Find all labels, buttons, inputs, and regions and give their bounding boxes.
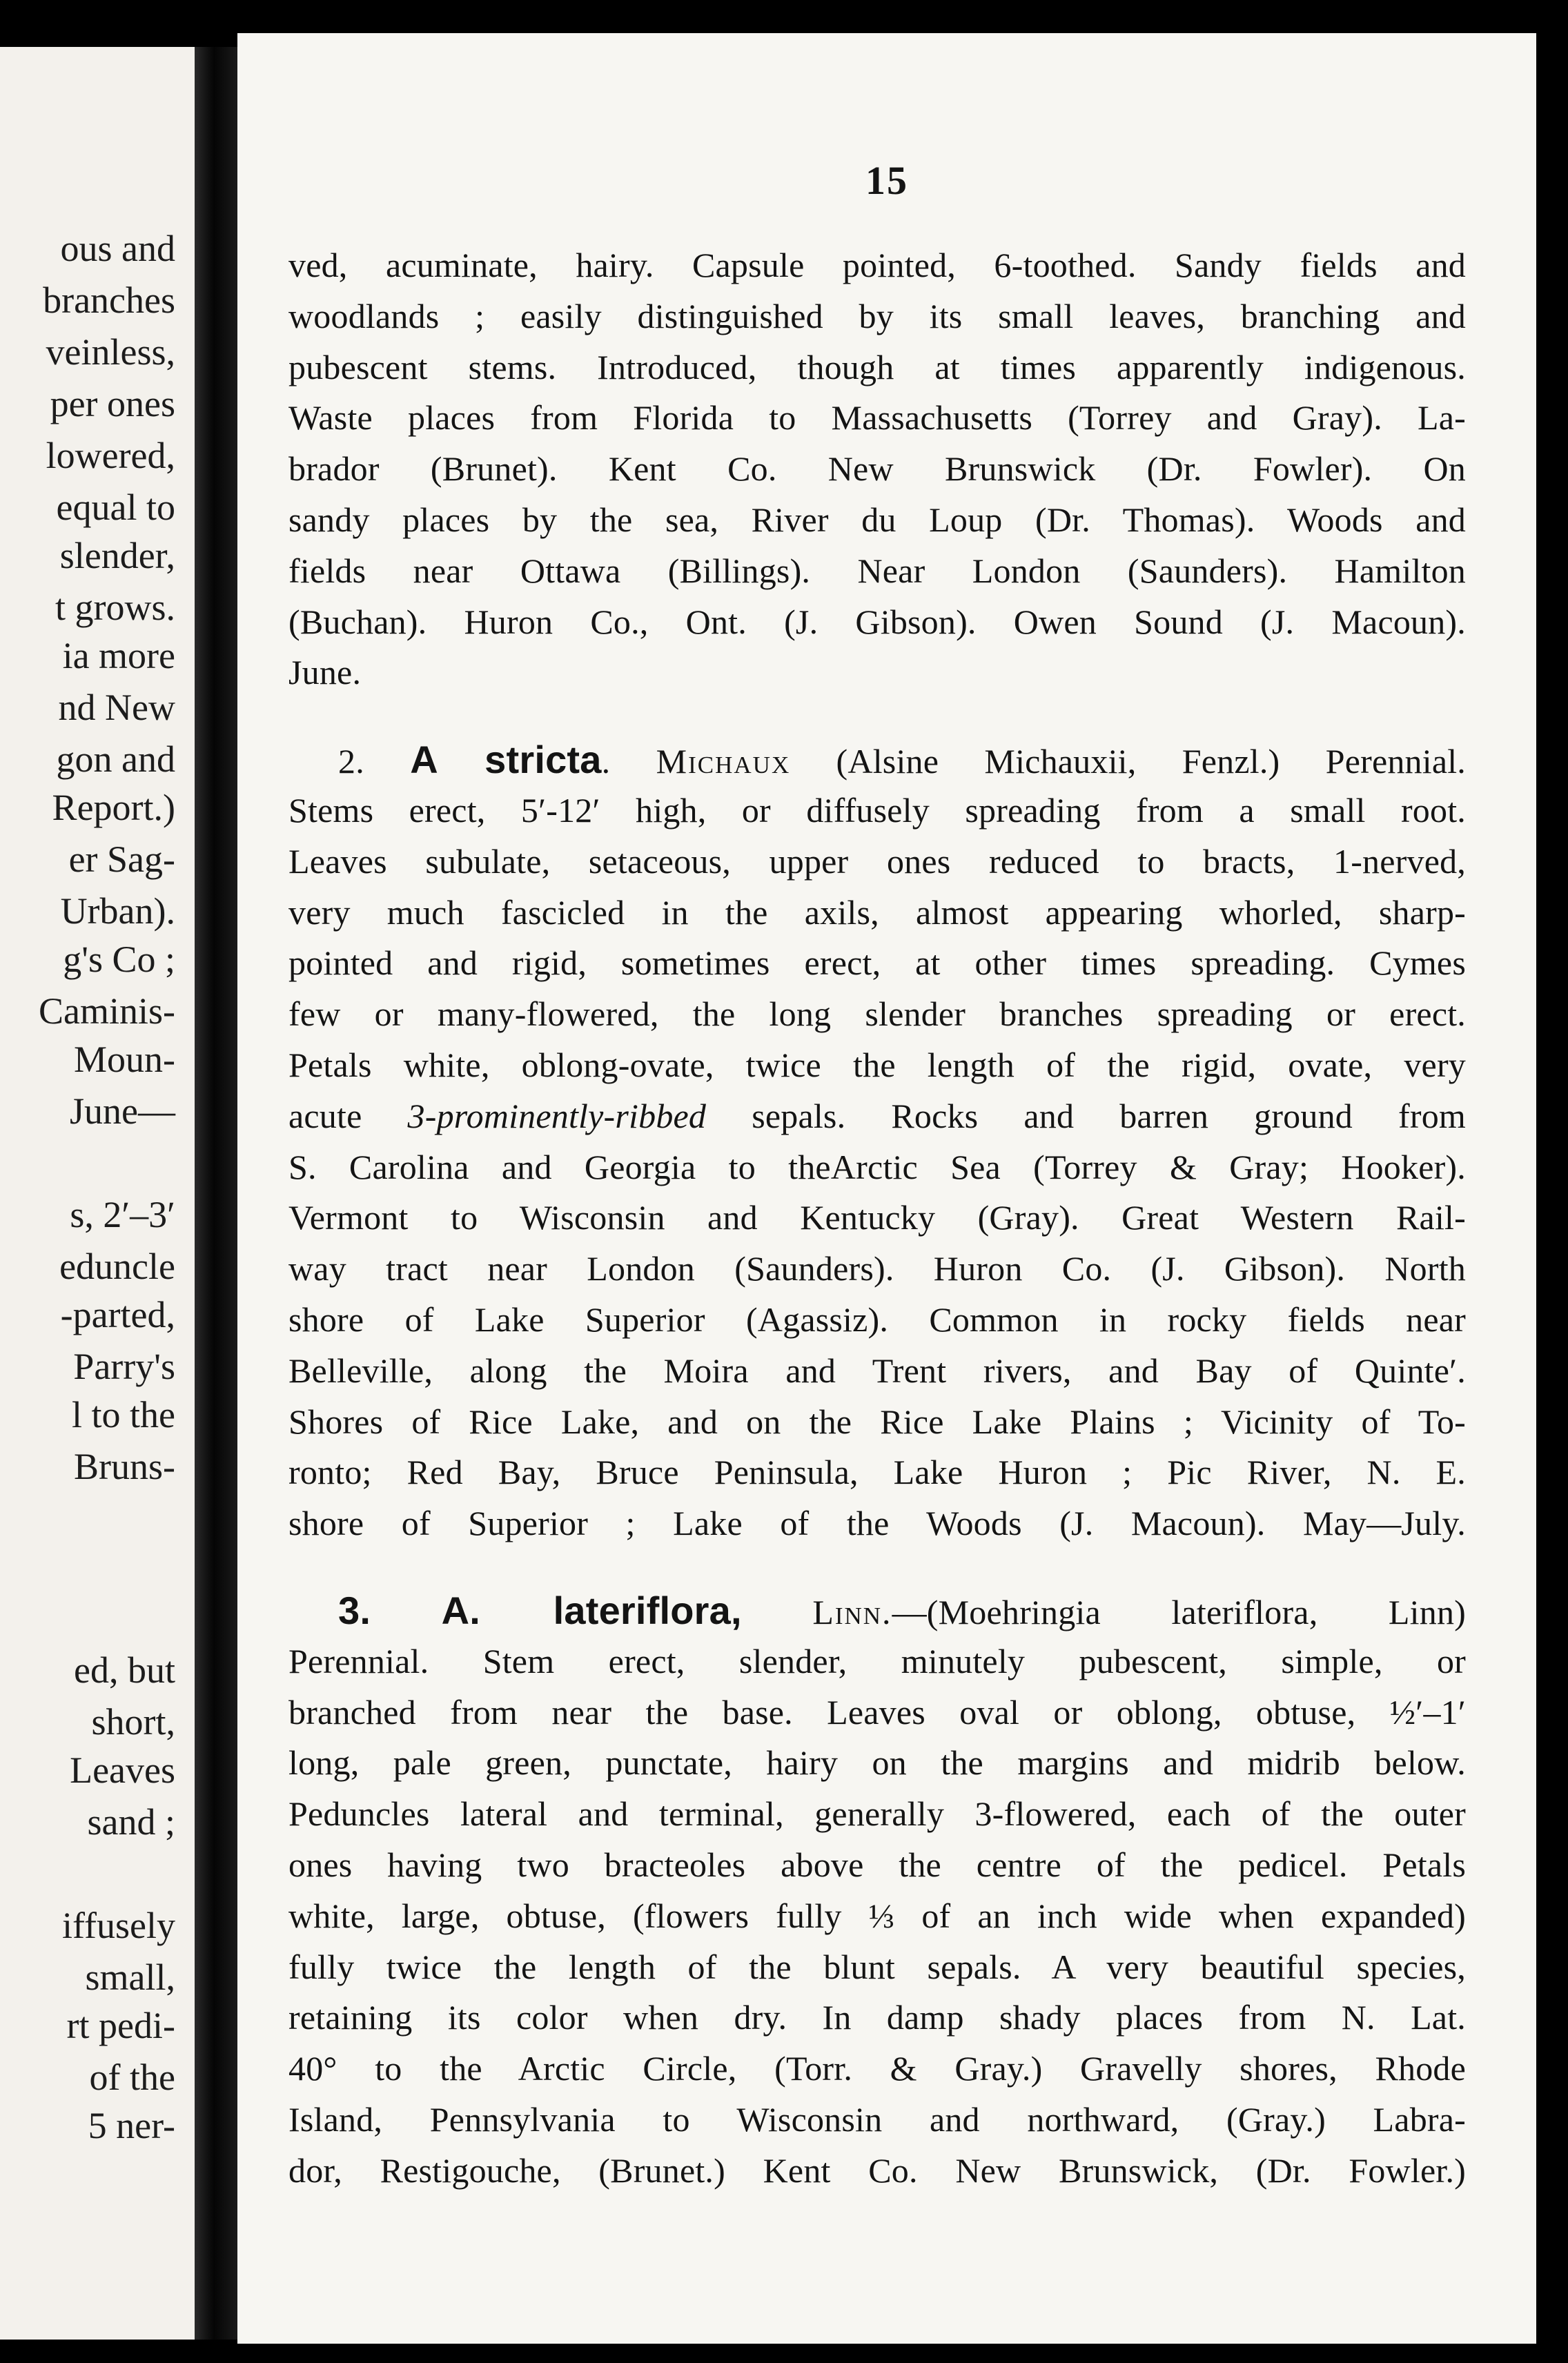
text-line: woodlands ; easily distinguished by its small leaves, branching and — [288, 296, 1466, 335]
text-line: fields near Ottawa (Billings). Near London (Saunders). Hamilton — [288, 551, 1466, 590]
text-line: Peduncles lateral and terminal, generally 3-flowered, each of the outer — [288, 1794, 1466, 1834]
species-number: 3. — [338, 1588, 371, 1632]
text-line: brador (Brunet). Kent Co. New Brunswick (Dr. Fowler). On — [288, 449, 1466, 489]
left-page-fragment: nd New — [58, 687, 175, 728]
text-line: Belleville, along the Moira and Trent rivers, and Bay of Quinte′. — [288, 1351, 1466, 1390]
text-line: Vermont to Wisconsin and Kentucky (Gray). Great Western Rail- — [288, 1198, 1466, 1237]
text-line: S. Carolina and Georgia to theArctic Sea (Torrey & Gray; Hooker). — [288, 1147, 1466, 1186]
text-line: Petals white, oblong-ovate, twice the length of the rigid, ovate, very — [288, 1045, 1466, 1084]
text-line: Leaves subulate, setaceous, upper ones reduced to bracts, 1-nerved, — [288, 841, 1466, 881]
left-page-fragment: er Sag- — [68, 839, 175, 880]
left-page-fragment: Leaves — [70, 1749, 175, 1791]
left-page-fragment: small, — [85, 1957, 175, 1998]
text-line: pubescent stems. Introduced, though at times apparently indigenous. — [288, 347, 1466, 386]
left-page-fragment: g's Co ; — [63, 939, 175, 980]
left-page-fragment: sand ; — [87, 1801, 175, 1843]
text-line: dor, Restigouche, (Brunet.) Kent Co. New Brunswick, (Dr. Fowler.) — [288, 2150, 1466, 2190]
page-text — [288, 240, 1466, 2196]
text-line: Perennial. Stem erect, slender, minutely pubescent, simple, or — [288, 1641, 1466, 1680]
text-line: ones having two bracteoles above the centre of the pedicel. Petals — [288, 1845, 1466, 1884]
species-synonym: —(Moehringia lateriflora, Linn) — [892, 1592, 1467, 1631]
left-page-fragment: short, — [91, 1701, 175, 1743]
italic-phrase: 3-prominently-ribbed — [407, 1096, 707, 1135]
left-page-fragment: Parry's — [73, 1346, 175, 1387]
left-page-fragment: slender, — [59, 535, 175, 576]
left-page-fragment: l to the — [72, 1394, 175, 1435]
species-synonym: (Alsine Michauxii, Fenzl.) Perennial. — [836, 742, 1467, 781]
left-page-fragment: lowered, — [46, 435, 175, 476]
text-line: June. — [288, 653, 362, 692]
species-name: A stricta — [410, 738, 602, 782]
left-page-fragment: ia more — [62, 635, 175, 676]
text-line: Shores of Rice Lake, and on the Rice Lake Plains ; Vicinity of To- — [288, 1402, 1466, 1441]
left-page-fragment: ous and — [60, 228, 175, 269]
left-page-fragment: Moun- — [74, 1039, 175, 1080]
left-page-fragment: Urban). — [60, 890, 175, 932]
text-line: shore of Lake Superior (Agassiz). Common in rocky fields near — [288, 1300, 1466, 1339]
text-line: Island, Pennsylvania to Wisconsin and northward, (Gray.) Labra- — [288, 2099, 1466, 2139]
left-page-fragment: branches — [43, 280, 175, 321]
page-number: 15 — [865, 158, 908, 203]
left-page-fragment: iffusely — [62, 1905, 175, 1946]
left-page-fragment: June— — [70, 1090, 175, 1132]
text-line: fully twice the length of the blunt sepals. A very beautiful species, — [288, 1947, 1466, 1986]
left-page-fragment: per ones — [50, 383, 175, 424]
text-line: Stems erect, 5′-12′ high, or diffusely spreading from a small root. — [288, 790, 1466, 830]
species-heading-line: 2. A stricta. Michaux (Alsine Michauxii, Fenzl.) Perennial. — [338, 738, 1467, 782]
text-line: Waste places from Florida to Massachusetts (Torrey and Gray). La- — [288, 398, 1466, 438]
left-page-fragment: Bruns- — [74, 1446, 175, 1487]
left-page-fragment: -parted, — [60, 1294, 175, 1335]
left-page-fragment: Caminis- — [39, 990, 175, 1032]
left-page-fragment: veinless, — [46, 331, 175, 373]
text-line: ved, acuminate, hairy. Capsule pointed, 6-toothed. Sandy fields and — [288, 246, 1466, 284]
left-page-fragment: eduncle — [59, 1246, 175, 1287]
species-name: A. lateriflora, — [441, 1588, 742, 1632]
text-line: few or many-flowered, the long slender branches spreading or erect. — [288, 994, 1466, 1034]
book-gutter — [195, 47, 237, 2340]
species-entry-stricta — [288, 734, 1466, 1549]
text-line: very much fascicled in the axils, almost appearing whorled, sharp- — [288, 892, 1466, 932]
species-author: Linn. — [812, 1592, 892, 1631]
text-line: (Buchan). Huron Co., Ont. (J. Gibson). Owen Sound (J. Macoun). — [288, 602, 1466, 641]
scan-edge — [1536, 33, 1568, 2363]
text-line: 40° to the Arctic Circle, (Torr. & Gray.) Gravelly shores, Rhode — [288, 2049, 1466, 2088]
left-page-fragment: gon and — [56, 738, 175, 780]
text-line: branched from near the base. Leaves oval or oblong, obtuse, ½′–1′ — [288, 1692, 1466, 1732]
text-line: ronto; Red Bay, Bruce Peninsula, Lake Huron ; Pic River, N. E. — [288, 1453, 1466, 1492]
text-line: retaining its color when dry. In damp shady places from N. Lat. — [288, 1998, 1466, 2037]
left-page-fragment: of the — [89, 2057, 175, 2098]
text-line: sandy places by the sea, River du Loup (Dr. Thomas). Woods and — [288, 500, 1466, 539]
text-line: shore of Superior ; Lake of the Woods (J. Macoun). May—July. — [288, 1504, 1466, 1543]
left-page-fragment: 5 ner- — [88, 2105, 175, 2146]
text-line: long, pale green, punctate, hairy on the margins and midrib below. — [288, 1743, 1466, 1783]
text-line: pointed and rigid, sometimes erect, at other times spreading. Cymes — [288, 943, 1466, 983]
species-entry-lateriflora — [288, 1585, 1466, 2197]
left-page-fragment: s, 2′–3′ — [70, 1194, 175, 1235]
species-heading-line — [288, 1585, 1466, 1636]
text-line: way tract near London (Saunders). Huron Co. (J. Gibson). North — [288, 1249, 1466, 1288]
text-line: white, large, obtuse, (flowers fully ⅓ of an inch wide when expanded) — [288, 1896, 1466, 1935]
left-page-fragment: ed, but — [74, 1649, 175, 1691]
left-page-fragment: t grows. — [55, 587, 175, 628]
species-author: Michaux — [656, 742, 791, 781]
left-page-fragment: Report.) — [52, 787, 175, 828]
text-line-italic: acute 3-prominently-ribbed sepals. Rocks and barren ground from — [288, 1096, 1466, 1135]
right-page — [237, 33, 1536, 2344]
left-page-fragment: rt pedi- — [66, 2005, 175, 2046]
left-page — [0, 47, 195, 2340]
left-page-fragment: equal to — [56, 487, 175, 528]
paragraph-continuation — [288, 240, 1466, 698]
species-number: 2. — [338, 742, 364, 781]
